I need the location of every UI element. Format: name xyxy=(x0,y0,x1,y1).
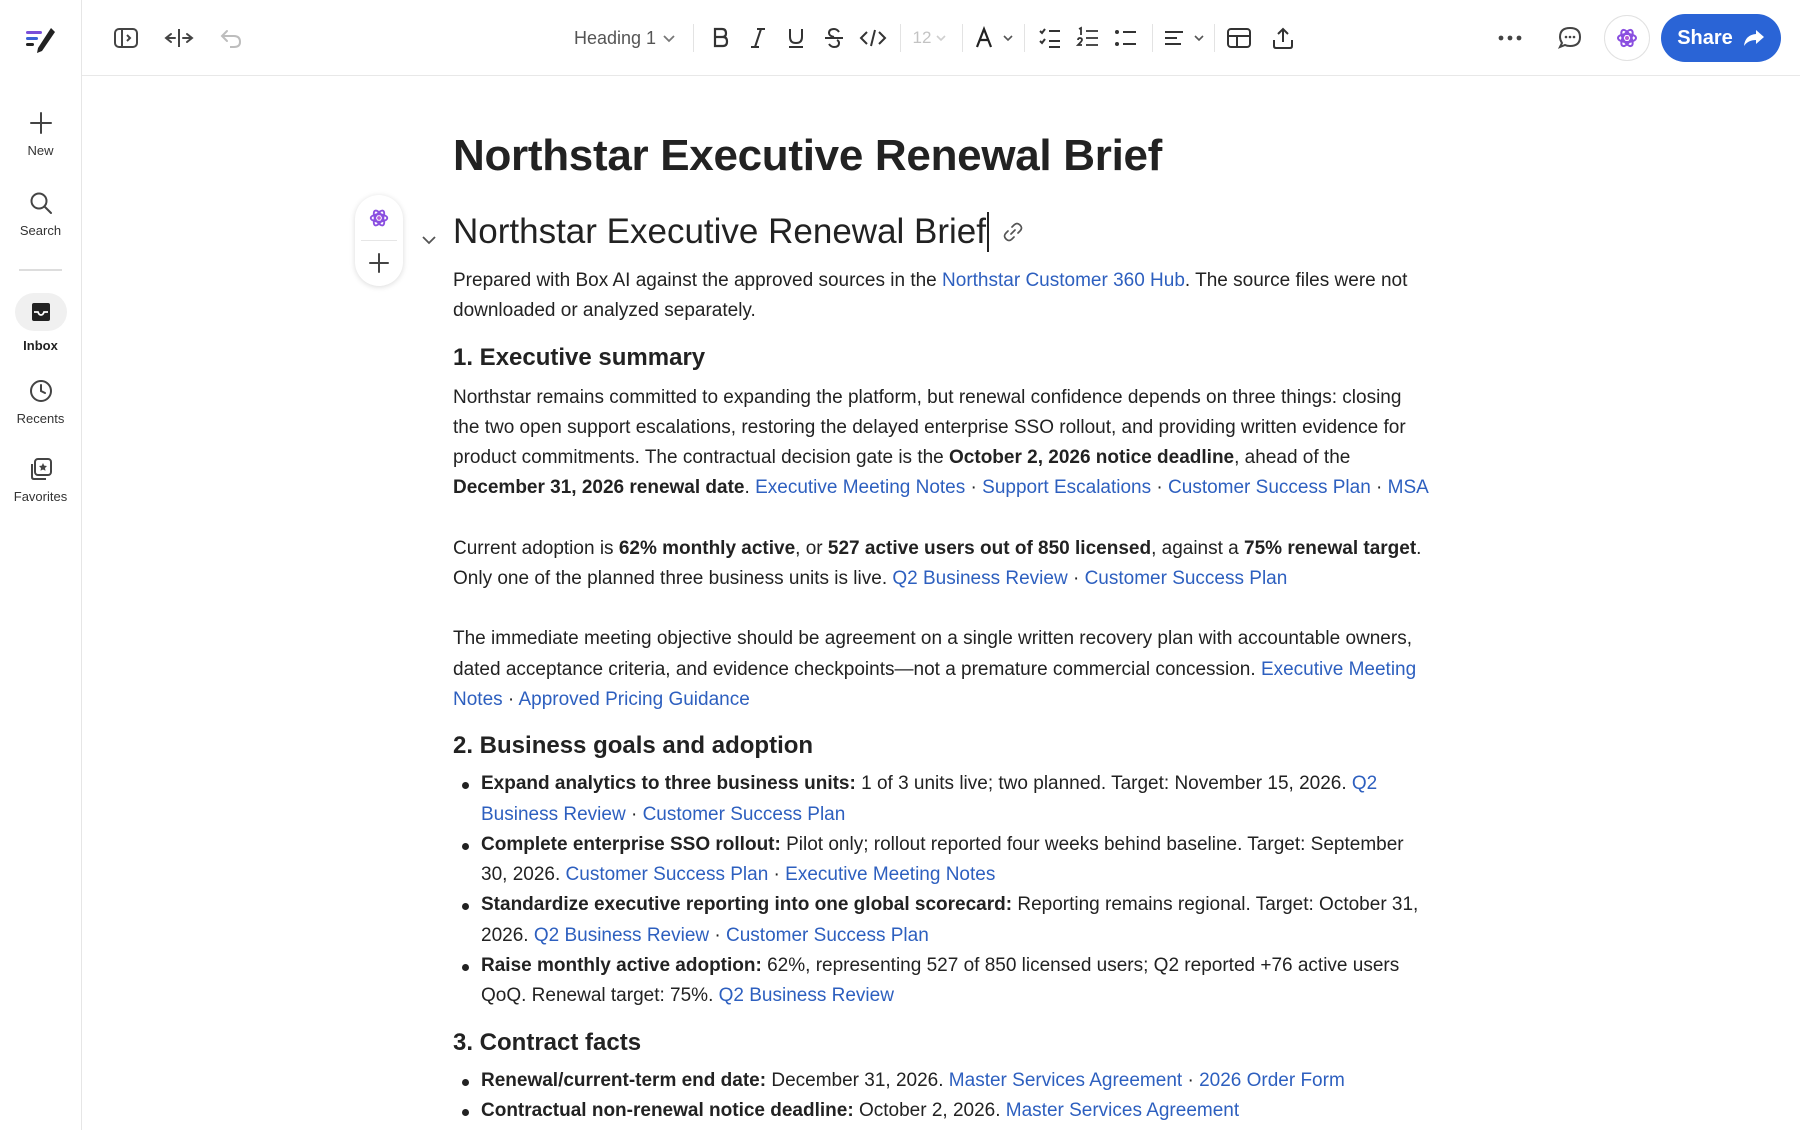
bullet-list-icon xyxy=(1114,27,1138,49)
citation-link[interactable]: Customer Success Plan xyxy=(642,803,846,825)
code-icon xyxy=(859,27,887,49)
checklist-button[interactable] xyxy=(1034,22,1066,54)
citation-link[interactable]: Customer Success Plan xyxy=(1084,568,1288,590)
strikethrough-button[interactable] xyxy=(818,22,850,54)
page-width-button[interactable] xyxy=(162,22,196,54)
bold-text: 62% monthly active xyxy=(618,537,796,559)
paragraph-text: , or xyxy=(795,537,828,559)
rail-inbox-pill xyxy=(15,293,67,331)
citation-separator: · xyxy=(1370,477,1388,499)
app-logo-icon[interactable] xyxy=(24,24,58,58)
citation-link[interactable]: Customer Success Plan xyxy=(726,924,929,946)
italic-icon xyxy=(748,26,768,50)
bold-button[interactable] xyxy=(704,22,736,54)
numbered-list-button[interactable] xyxy=(1072,22,1104,54)
citation-separator: · xyxy=(1182,1069,1200,1091)
undo-button[interactable] xyxy=(216,22,246,54)
underline-button[interactable] xyxy=(780,22,812,54)
box-ai-button[interactable] xyxy=(1604,15,1650,61)
block-ai-button[interactable] xyxy=(355,196,403,240)
undo-icon xyxy=(219,27,243,49)
list-item xyxy=(481,1096,1433,1126)
bold-text: Contractual non-renewal notice deadline: xyxy=(481,1099,854,1121)
inbox-icon xyxy=(29,301,53,323)
more-horizontal-icon xyxy=(1497,34,1523,42)
collapse-heading-toggle[interactable] xyxy=(419,230,439,250)
bold-text: Raise monthly active adoption: xyxy=(481,955,762,977)
citation-link[interactable]: Approved Pricing Guidance xyxy=(518,688,750,710)
export-button[interactable] xyxy=(1266,22,1300,54)
expand-width-icon xyxy=(164,27,194,49)
box-ai-icon xyxy=(368,207,390,229)
block-style-value: Heading 1 xyxy=(573,27,657,48)
chevron-down-icon xyxy=(935,33,947,43)
rail-recents-label: Recents xyxy=(16,411,65,426)
favorites-icon xyxy=(28,456,54,482)
document-body[interactable] xyxy=(453,124,1433,1126)
chevron-down-icon xyxy=(662,33,676,43)
summary-paragraph xyxy=(453,383,1433,504)
section-heading: 2. Business goals and adoption xyxy=(453,732,814,760)
paragraph-text: , ahead of the xyxy=(1234,447,1351,469)
citation-link[interactable]: MSA xyxy=(1387,477,1429,499)
citation-link[interactable]: Q2 Business Review xyxy=(533,924,710,946)
source-link[interactable]: Northstar Customer 360 Hub xyxy=(942,270,1185,291)
list-text: Pilot only; rollout reported four weeks behind baseline. Target: September 30, 2026. xyxy=(481,833,1404,886)
text-color-dropdown[interactable] xyxy=(972,22,1016,54)
list-text: December 31, 2026. xyxy=(766,1069,949,1091)
share-button[interactable] xyxy=(1661,14,1781,62)
checklist-icon xyxy=(1038,27,1062,49)
strikethrough-icon xyxy=(823,26,845,50)
bold-icon xyxy=(710,26,730,50)
plus-icon xyxy=(28,110,54,136)
citation-link[interactable]: Executive Meeting Notes xyxy=(785,864,996,886)
citation-link[interactable]: Customer Success Plan xyxy=(1168,477,1371,499)
toolbar-divider xyxy=(1152,24,1153,52)
share-label: Share xyxy=(1677,26,1733,49)
citation-link[interactable]: Q2 Business Review xyxy=(481,773,1378,825)
paragraph-text: . Only one of the planned three business units is live. xyxy=(453,537,1422,590)
toggle-sidebar-button[interactable] xyxy=(110,22,142,54)
intro-paragraph xyxy=(453,266,1433,327)
block-style-dropdown[interactable] xyxy=(570,22,680,54)
citation-link[interactable]: Master Services Agreement xyxy=(1005,1099,1240,1121)
list-item xyxy=(481,890,1433,951)
upload-icon xyxy=(1271,26,1295,50)
rail-favorites-label: Favorites xyxy=(13,489,68,504)
toolbar-divider xyxy=(1024,24,1025,52)
comment-icon xyxy=(1557,25,1583,51)
list-item xyxy=(481,951,1433,1012)
rail-divider xyxy=(19,269,62,271)
heading-1-text: Northstar Executive Renewal Brief xyxy=(453,212,986,251)
toolbar-divider xyxy=(1214,24,1215,52)
bold-text: 75% renewal target xyxy=(1244,537,1417,559)
share-arrow-icon xyxy=(1743,29,1765,47)
chevron-down-icon xyxy=(419,230,439,250)
text-cursor xyxy=(987,212,989,252)
citation-link[interactable]: Master Services Agreement xyxy=(948,1069,1183,1091)
list-text: October 2, 2026. xyxy=(853,1099,1006,1121)
link-icon xyxy=(1003,222,1023,242)
add-block-button[interactable] xyxy=(355,241,403,285)
citation-link[interactable]: Executive Meeting Notes xyxy=(453,658,1417,710)
intro-text: Prepared with Box AI against the approved sources in the xyxy=(453,270,943,291)
citation-separator: · xyxy=(502,688,519,710)
rail-new-label: New xyxy=(27,143,54,158)
citation-separator: · xyxy=(625,803,643,825)
block-actions-panel xyxy=(355,195,403,286)
citation-link[interactable]: Customer Success Plan xyxy=(565,864,769,886)
code-button[interactable] xyxy=(856,22,890,54)
insert-table-button[interactable] xyxy=(1222,22,1256,54)
font-size-dropdown[interactable] xyxy=(908,22,952,54)
paragraph-text: Northstar remains committed to expanding the platform, but renewal confidence depends on three things: closing the two open support escalations, restoring the delayed enterprise SSO rollout, and providing written evidence for product commitments. The contractual decision gate is the xyxy=(453,386,1406,469)
comments-button[interactable] xyxy=(1552,22,1588,54)
document-title[interactable]: Northstar Executive Renewal Brief xyxy=(453,131,1163,180)
toolbar-divider xyxy=(962,24,963,52)
citation-link[interactable]: 2026 Order Form xyxy=(1199,1069,1345,1091)
search-icon xyxy=(28,190,54,216)
rail-favorites[interactable] xyxy=(0,456,81,504)
align-dropdown[interactable] xyxy=(1162,22,1206,54)
sidebar-toggle-icon xyxy=(113,27,139,49)
heading-1[interactable] xyxy=(453,208,1433,256)
list-item xyxy=(481,830,1433,891)
paragraph-text: The immediate meeting objective should be agreement on a single written recovery plan with accountable owners, dated acceptance criteria, and evidence checkpoints—not a premature commercial concession. xyxy=(453,628,1412,680)
clock-icon xyxy=(28,378,54,404)
left-rail xyxy=(0,0,82,1130)
citation-link[interactable]: Q2 Business Review xyxy=(892,568,1068,590)
paragraph-text: . xyxy=(744,477,756,499)
bullet-list-button[interactable] xyxy=(1110,22,1142,54)
list-item xyxy=(481,769,1433,830)
toolbar-divider xyxy=(693,24,694,52)
citation-separator: · xyxy=(709,924,727,946)
adoption-paragraph xyxy=(453,534,1433,595)
chevron-down-icon xyxy=(1002,33,1014,43)
objective-paragraph xyxy=(453,624,1433,715)
rail-inbox[interactable] xyxy=(0,293,81,353)
chevron-down-icon xyxy=(1193,33,1205,43)
bold-text: October 2, 2026 notice deadline xyxy=(949,447,1235,469)
rail-inbox-label: Inbox xyxy=(23,338,58,353)
editor-toolbar xyxy=(82,0,1800,76)
section-heading: 3. Contract facts xyxy=(453,1028,642,1056)
section-heading: 1. Executive summary xyxy=(453,343,706,371)
bold-text: December 31, 2026 renewal date xyxy=(453,477,745,499)
paragraph-text: , against a xyxy=(1151,537,1245,559)
citation-separator: · xyxy=(1151,477,1169,499)
heading-link-button[interactable] xyxy=(1003,222,1023,242)
list-text: Reporting remains regional. Target: October 31, 2026. xyxy=(481,894,1419,946)
list-text: 1 of 3 units live; two planned. Target: November 15, 2026. xyxy=(855,773,1352,795)
rail-new[interactable] xyxy=(0,110,81,158)
bold-text: Standardize executive reporting into one global scorecard: xyxy=(481,894,1013,916)
italic-button[interactable] xyxy=(742,22,774,54)
numbered-list-icon xyxy=(1076,26,1100,50)
toolbar-divider xyxy=(900,24,901,52)
rail-recents[interactable] xyxy=(0,378,81,426)
list-text: 62%, representing 527 of 850 licensed users; Q2 reported +76 active users QoQ. Renewal target: 75%. xyxy=(481,955,1400,1007)
plus-icon xyxy=(368,252,390,274)
paragraph-text: Current adoption is xyxy=(453,537,619,559)
intro-text: . The source files were not downloaded or analyzed separately. xyxy=(453,270,1408,322)
table-icon xyxy=(1226,27,1252,49)
font-size-value: 12 xyxy=(912,28,932,47)
contract-facts-list xyxy=(453,1066,1433,1127)
citation-link[interactable]: Executive Meeting Notes xyxy=(755,477,966,499)
align-left-icon xyxy=(1163,28,1185,48)
bold-text: Complete enterprise SSO rollout: xyxy=(481,833,781,855)
goals-list xyxy=(453,769,1433,1011)
rail-search[interactable] xyxy=(0,190,81,238)
citation-link[interactable]: Q2 Business Review xyxy=(718,985,894,1007)
citation-link[interactable]: Support Escalations xyxy=(982,477,1152,499)
list-item xyxy=(481,1066,1433,1096)
bold-text: Expand analytics to three business units: xyxy=(481,773,856,795)
text-color-icon xyxy=(974,26,994,50)
box-ai-icon xyxy=(1615,26,1639,50)
bold-text: 527 active users out of 850 licensed xyxy=(827,537,1152,559)
bold-text: Renewal/current-term end date: xyxy=(481,1069,767,1091)
more-options-button[interactable] xyxy=(1492,22,1528,54)
rail-search-label: Search xyxy=(19,223,62,238)
citation-separator: · xyxy=(768,864,786,886)
underline-icon xyxy=(786,26,806,50)
citation-separator: · xyxy=(1067,568,1085,590)
citation-separator: · xyxy=(965,477,983,499)
